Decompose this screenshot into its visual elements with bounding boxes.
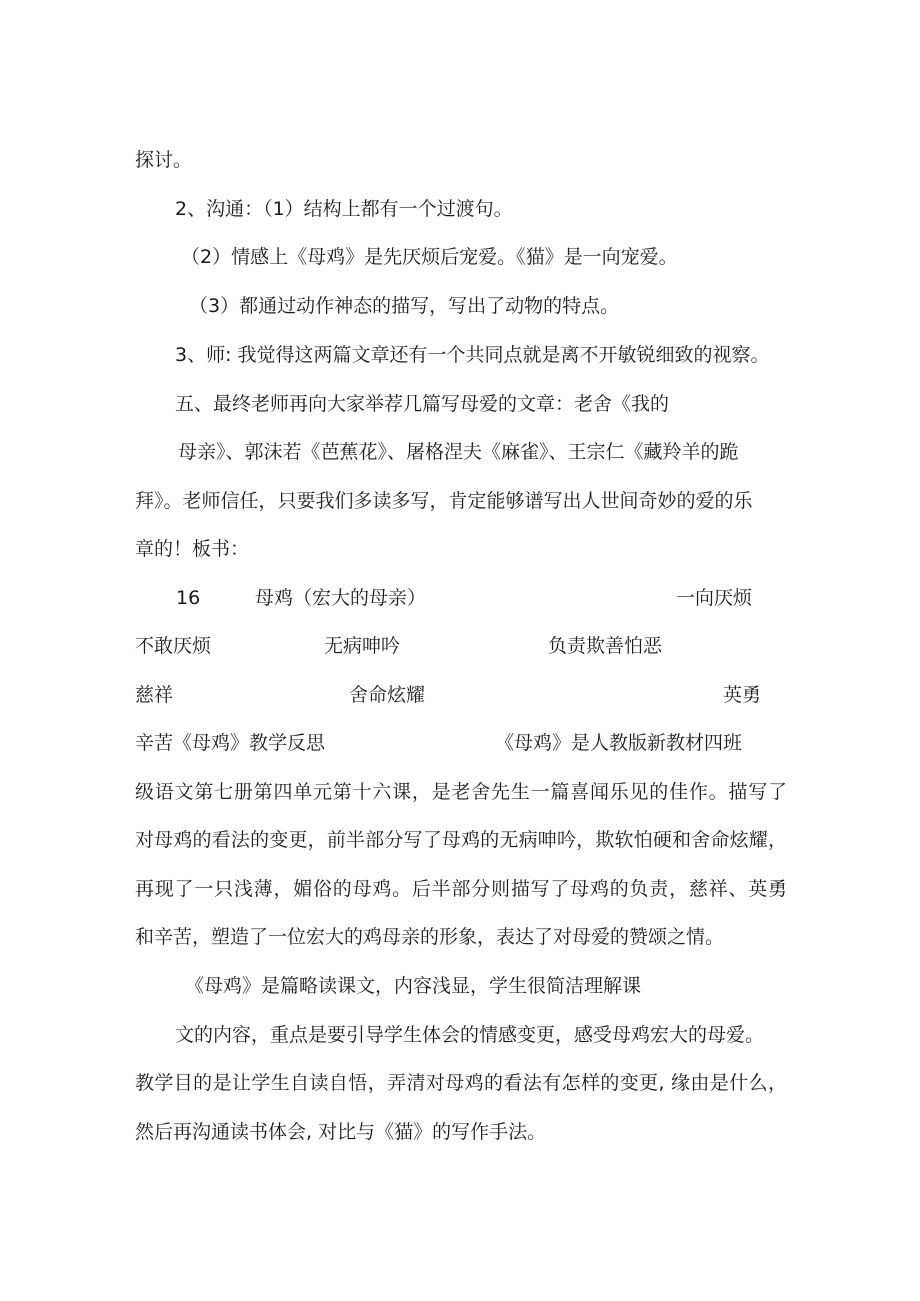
- board-responsible: 负责欺善怕恶: [548, 635, 663, 657]
- line-recommend-heading: 五、最终老师再向大家举荐几篇写母爱的文章：老舍《我的: [175, 393, 670, 415]
- reflection-line-1: 级语文第七册第四单元第十六课，是老舍先生一篇喜闻乐见的佳作。描写了: [135, 781, 787, 803]
- reflection-line-3: 再现了一只浅薄，媚俗的母鸡。后半部分则描写了母鸡的负责，慈祥、英勇: [135, 878, 787, 900]
- reflection-line-2: 对母鸡的看法的变更，前半部分写了母鸡的无病呻吟，欺软怕硬和舍命炫耀，: [135, 829, 787, 851]
- reflection-line-4: 和辛苦，塑造了一位宏大的鸡母亲的形象，表达了对母爱的赞颂之情。: [135, 926, 725, 948]
- board-number: 16: [176, 587, 201, 609]
- line-recommend-books: 母亲》、郭沫若《芭蕉花》、屠格涅夫《麻雀》、王宗仁《藏羚羊的跪: [178, 441, 739, 463]
- board-kind: 慈祥: [135, 684, 174, 706]
- line-communicate-2: （2）情感上《母鸡》是先厌烦后宠爱。《猫》是一向宠爱。: [181, 246, 678, 268]
- board-brave: 英勇: [723, 684, 762, 706]
- board-showing-off: 舍命炫耀: [349, 684, 426, 706]
- reflection-line-7: 教学目的是让学生自读自悟，弄清对母鸡的看法有怎样的变更, 缘由是什么，: [135, 1072, 787, 1094]
- board-always-annoyed: 一向厌烦: [676, 587, 753, 609]
- line-discussion: 探讨。: [135, 149, 193, 171]
- board-moaning: 无病呻吟: [324, 635, 401, 657]
- line-recommend-end: 拜》。老师信任，只要我们多读多写，肯定能够谱写出人世间奇妙的爱的乐: [135, 490, 753, 512]
- reflection-line-5: 《母鸡》是篇略读课文，内容浅显，学生很简洁理解课: [185, 975, 642, 997]
- line-communicate-3: （3）都通过动作神态的描写，写出了动物的特点。: [189, 295, 620, 317]
- reflection-line-8: 然后再沟通读书体会, 对比与《猫》的写作手法。: [135, 1121, 547, 1143]
- line-board-intro: 章的！板书：: [135, 538, 250, 560]
- reflection-intro: 《母鸡》是人教版新教材四班: [495, 732, 743, 754]
- board-title: 母鸡（宏大的母亲）: [255, 587, 427, 609]
- board-hardworking-reflection: 辛苦《母鸡》教学反思: [135, 732, 326, 754]
- line-communicate-1: 2、沟通：（1）结构上都有一个过渡句。: [175, 198, 513, 220]
- reflection-line-6: 文的内容，重点是要引导学生体会的情感变更，感受母鸡宏大的母爱。: [175, 1024, 765, 1046]
- line-teacher-remark: 3、师: 我觉得这两篇文章还有一个共同点就是离不开敏锐细致的视察。: [175, 344, 770, 366]
- board-dare-not-annoyed: 不敢厌烦: [135, 635, 212, 657]
